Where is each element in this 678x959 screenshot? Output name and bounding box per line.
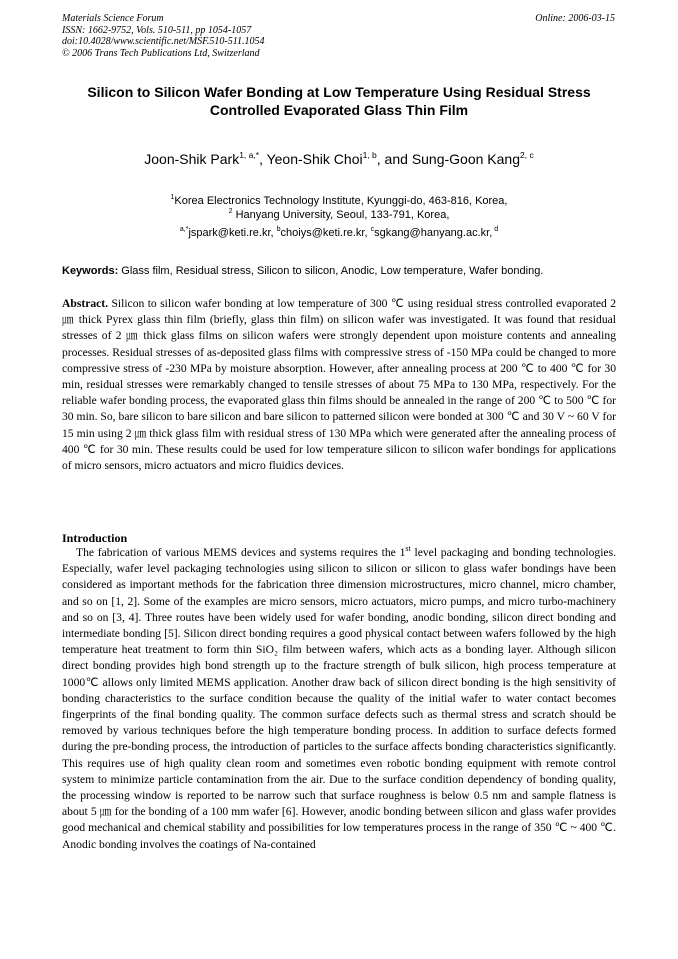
abstract-label: Abstract. (62, 297, 109, 310)
email-d-sup: d (492, 226, 499, 233)
author-3-sup: 2, c (520, 150, 534, 160)
introduction-sup: st (405, 544, 411, 553)
email-b[interactable]: choiys@keti.re.kr, (280, 227, 371, 239)
email-list (62, 226, 616, 240)
affiliation-1-text: Korea Electronics Technology Institute, Kyunggi-do, 463-816, Korea, (174, 195, 508, 207)
journal-header (62, 13, 265, 59)
keywords-text: Glass film, Residual stress, Silicon to silicon, Anodic, Low temperature, Wafer bonding. (118, 265, 544, 277)
paper-title: Silicon to Silicon Wafer Bonding at Low Temperature Using Residual Stress Controlled Evaporated Glass Thin Film (87, 84, 591, 118)
author-list (62, 150, 616, 168)
author-1-sup: 1, a,* (239, 150, 260, 160)
abstract-text: Silicon to silicon wafer bonding at low temperature of 300 ℃ using residual stress controlled evaporated 2 ㎛ thick Pyrex glass thin film (briefly, glass thin film) on silicon wafer was investigated. It was found that residual stresses of 2 ㎛ thick glass films on silicon wafers were strongly dependent upon moisture contents and annealing processes. Residual stresses of as-deposited glass films with compressive stress of -150 MPa could be changed to more compressive stress of -230 MPa by moisture absorption. However, after annealing process at 200 ℃ to 400 ℃ for 30 min, residual stresses were remarkably changed to tensile stresses of about 75 MPa to 130 MPa, respectively. For the reliable wafer bonding process, the evaporated glass thin films should be annealed in the range of 200 ℃ to 500 ℃ for 30 min. So, bare silicon to bare silicon and bare silicon to patterned silicon were bonded at 300 ℃ and 30 V ~ 60 V for 15 min using 2 ㎛ thick glass film with residual stress of 130 MPa which were generated after the annealing process of 400 ℃ for 30 min. These results could be used for low temperature silicon to silicon wafer bondings for applications of micro sensors, micro actuators and micro fluidics devices. (62, 297, 616, 473)
keywords (62, 264, 622, 278)
affiliation-1 (62, 194, 616, 208)
email-c[interactable]: sgkang@hanyang.ac.kr, (374, 227, 493, 239)
introduction-body (62, 545, 616, 853)
email-a-sup: a,* (179, 226, 189, 233)
introduction-heading: Introduction (62, 531, 128, 545)
introduction-text-2: level packaging and bonding technologies. Especially, wafer level packaging technologies using silicon to silicon or silicon to glass wafer bondings have been considered as important methods for the fabrication three dimension microstructures, micro channel, micro chamber, and so on [1, 2]. Some of the examples are micro sensors, micro actuators, micro pumps, and micro turbo-machinery and so on [3, 4]. Three routes have been widely used for wafer bonding, anodic bonding, silicon direct bonding and intermediate bonding [5]. Silicon direct bonding requires a good physical contact between wafers followed by the high temperature heat treatment to form thin SiO₂ film between wafers, which acts as a bonding layer. Although silicon direct bonding provides high bond strength up to the fracture strength of bulk silicon, high process temperature at 1000℃ allows only limited MEMS application. Another draw back of silicon direct bonding is the high sensitivity of bonding characteristics to the surface condition because the quality of the initial wafer to water contact becomes fingerprints of the final bonding quality. The common surface defects such as thermal stress and scratch should be removed by various techniques before the high temperature bonding process. In addition to surface defects formed during the pre-bonding process, the introduction of particles to the surface affects bonding characteristics significantly. This requires use of high quality clean room and sometimes even robotic bonding equipment with remote control system to minimize particle contamination from the air. Due to the surface condition dependency of bonding quality, the processing window is reported to be narrow such that surface roughness is below 0.5 nm and sample flatness is about 5 ㎛ for the bonding of a 100 mm wafer [6]. However, anodic bonding between silicon and glass wafer provides good mechanical and chemical stability and possibilities for low temperatures process in the range of 350 ℃ ~ 400 ℃. Anodic bonding involves the coatings of Na-contained (62, 546, 616, 851)
affiliation-2-sup: 2 (228, 208, 233, 215)
author-separator: , and (376, 151, 412, 167)
author-2-sup: 1, b (362, 150, 377, 160)
issn-line: ISSN: 1662-9752, Vols. 510-511, pp 1054-1057 (62, 24, 252, 36)
copyright-line: © 2006 Trans Tech Publications Ltd, Switzerland (62, 47, 260, 59)
affiliations (62, 194, 616, 240)
author-2-name: Yeon-Shik Choi (266, 151, 363, 167)
doi-line: doi:10.4028/www.scientific.net/MSF.510-511.1054 (62, 36, 265, 48)
introduction-text-1: The fabrication of various MEMS devices and systems requires the 1 (76, 546, 406, 559)
email-c-sup: c (370, 226, 375, 233)
journal-name: Materials Science Forum (62, 13, 164, 24)
author-3-name: Sung-Goon Kang (411, 151, 521, 167)
affiliation-1-sup: 1 (170, 194, 175, 201)
email-b-sup: b (276, 226, 281, 233)
abstract (62, 296, 616, 474)
affiliation-2-text: Hanyang University, Seoul, 133-791, Korea, (232, 209, 450, 221)
author-separator: , (259, 151, 267, 167)
online-date: Online: 2006-03-15 (535, 13, 615, 24)
email-a[interactable]: jspark@keti.re.kr, (188, 227, 277, 239)
keywords-label: Keywords: (62, 265, 119, 277)
author-1-name: Joon-Shik Park (144, 151, 240, 167)
affiliation-2 (62, 208, 616, 222)
